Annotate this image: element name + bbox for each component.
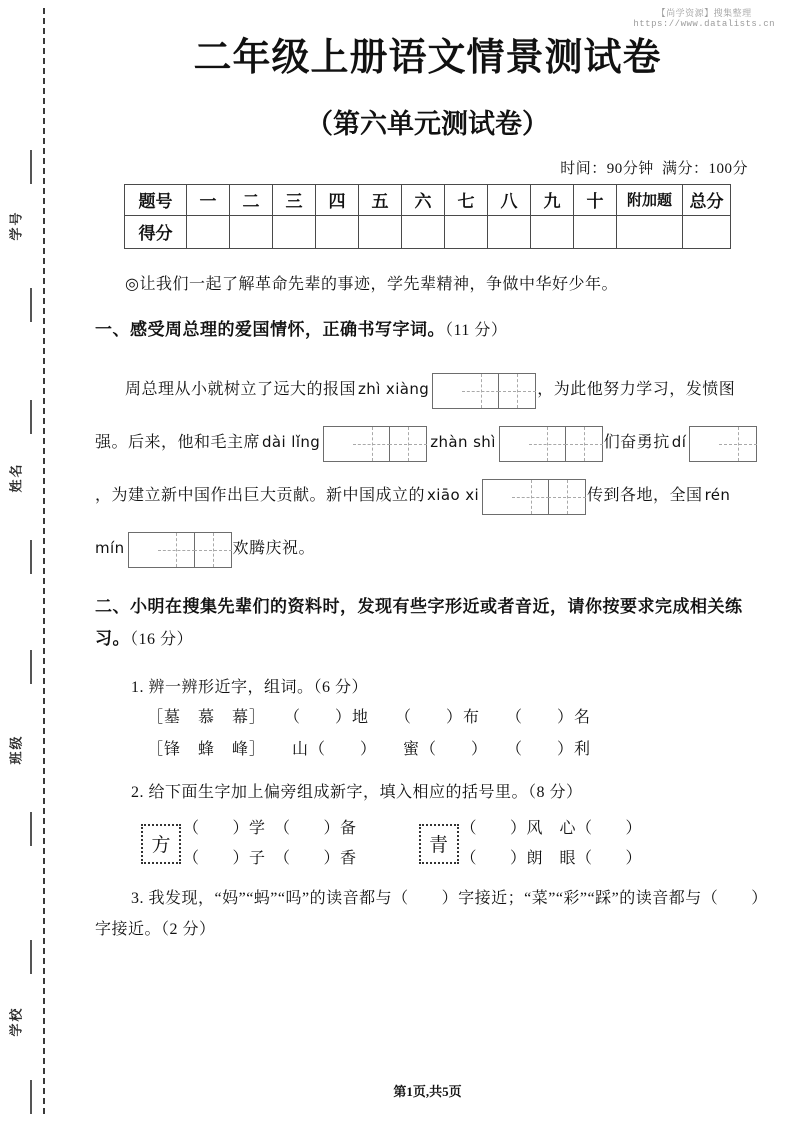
radical-char-qing: 青 (419, 824, 459, 864)
section-1-heading-text: 一、感受周总理的爱国情怀，正确书写字词。 (95, 319, 445, 339)
seal-tick (30, 540, 32, 574)
score-table-qnum-10: 十 (574, 184, 617, 215)
score-table-row-header-1: 题号 (125, 184, 187, 215)
score-cell-4[interactable] (316, 215, 359, 248)
intro-line: ◎让我们一起了解革命先辈的事迹，学先辈精神，争做中华好少年。 (125, 275, 618, 293)
answer-box-di[interactable] (689, 426, 757, 462)
watermark (633, 8, 775, 31)
exam-time-label: 时间：90分钟 (560, 160, 654, 177)
sub-question-2-label (95, 778, 760, 808)
section-2-heading (95, 591, 760, 656)
tianzige-cell[interactable] (354, 427, 390, 461)
seal-margin (0, 0, 62, 1122)
section-2-marks: （16 分） (130, 631, 194, 649)
cloze-text-6: 欢腾庆祝。 (232, 540, 316, 558)
tianzige-cell[interactable] (195, 533, 231, 567)
tianzige-cell[interactable] (513, 480, 549, 514)
fold-dashed-line (43, 8, 45, 1114)
score-table-qnum-5: 五 (359, 184, 402, 215)
radical-line-fang-1[interactable]: （ ）学 （ ）备 (183, 820, 357, 838)
watermark-url: https://www.datalists.cn (633, 19, 775, 30)
pinyin-zhi-xiang: zhì xiàng (358, 380, 430, 399)
score-table-extra-label: 附加题 (617, 184, 683, 215)
exam-fullmarks-label: 满分：100分 (661, 160, 748, 177)
watermark-source: 【尚学资源】搜集整理 (656, 8, 752, 18)
score-table-qnum-3: 三 (273, 184, 316, 215)
answer-box-xiao-xi[interactable] (482, 479, 586, 515)
sub-question-1-text: 1. 辨一辨形近字，组词。 (131, 678, 314, 696)
score-table-qnum-4: 四 (316, 184, 359, 215)
radical-char-fang: 方 (141, 824, 181, 864)
cloze-text-5: 传到各地，全国 (587, 487, 703, 505)
radical-exercise-block (95, 814, 760, 873)
radical-answers-fang[interactable] (183, 814, 357, 873)
pinyin-zhan-shi: zhàn shì (430, 433, 496, 452)
seal-tick (30, 400, 32, 434)
exam-page (62, 0, 793, 1122)
sub-question-1-label (95, 673, 760, 703)
score-cell-7[interactable] (445, 215, 488, 248)
sub-question-3-marks: （2 分） (161, 921, 216, 939)
sub-question-1-marks: （6 分） (313, 678, 369, 696)
tianzige-cell[interactable] (566, 427, 602, 461)
tianzige-cell[interactable] (720, 427, 756, 461)
score-table-qnum-6: 六 (402, 184, 445, 215)
score-cell-8[interactable] (488, 215, 531, 248)
radical-line-qing-1[interactable]: （ ）风 心（ ） (460, 820, 643, 838)
sub-question-2-marks: （8 分） (528, 784, 583, 802)
score-cell-9[interactable] (531, 215, 574, 248)
seal-tick (30, 288, 32, 322)
seal-label-student-id: 学号 (8, 210, 24, 241)
section-1-heading (95, 314, 760, 346)
cloze-text-1: 周总理从小就树立了远大的报国 (125, 381, 357, 399)
answer-box-ren-min[interactable] (128, 532, 232, 568)
cloze-text-3: 们奋勇抗 (603, 434, 670, 452)
tianzige-cell[interactable] (159, 533, 195, 567)
homophone-row-2[interactable]: ［锋 蜂 峰］ 山（ ） 蜜（ ） （ ）利 (147, 741, 592, 759)
score-table-row-header-2: 得分 (125, 215, 187, 248)
score-cell-total[interactable] (683, 215, 731, 248)
answer-box-zhan-shi[interactable] (499, 426, 603, 462)
radical-line-fang-2[interactable]: （ ）子 （ ）香 (183, 849, 357, 867)
seal-tick (30, 650, 32, 684)
tianzige-cell[interactable] (530, 427, 566, 461)
pinyin-xiao-xi: xiāo xi (427, 486, 480, 505)
section-1-marks: （11 分） (445, 321, 508, 339)
page-footer: 第1页,共5页 (393, 1084, 462, 1099)
page-title: 二年级上册语文情景测试卷 (193, 37, 662, 79)
score-table-qnum-8: 八 (488, 184, 531, 215)
score-cell-extra[interactable] (617, 215, 683, 248)
score-table-total-label: 总分 (683, 184, 731, 215)
score-table (124, 184, 731, 249)
radical-answers-qing[interactable] (461, 814, 643, 873)
score-table-qnum-7: 七 (445, 184, 488, 215)
score-cell-6[interactable] (402, 215, 445, 248)
cloze-text-2: ，为此他努力学习，发愤图强。后来，他和毛主席 (95, 381, 736, 452)
answer-box-dai-ling[interactable] (323, 426, 427, 462)
pinyin-dai-ling: dài lǐng (262, 433, 321, 452)
score-cell-10[interactable] (574, 215, 617, 248)
tianzige-cell[interactable] (549, 480, 585, 514)
tianzige-cell[interactable] (390, 427, 426, 461)
radical-line-qing-2[interactable]: （ ）朗 眼（ ） (460, 849, 643, 867)
seal-label-school: 学校 (8, 1006, 24, 1037)
score-table-qnum-9: 九 (531, 184, 574, 215)
tianzige-cell[interactable] (463, 374, 499, 408)
score-cell-2[interactable] (230, 215, 273, 248)
sub-question-3-text: 3. 我发现，“妈”“蚂”“吗”的读音都与（ ）字接近；“菜”“彩”“踩”的读音都与（ ）字接近。 (95, 890, 760, 939)
seal-label-class: 班级 (8, 734, 24, 765)
score-cell-3[interactable] (273, 215, 316, 248)
score-cell-5[interactable] (359, 215, 402, 248)
section-2-heading-text: 二、小明在搜集先辈们的资料时，发现有些字形近或者音近，请你按要求完成相关练习。 (95, 597, 743, 649)
tianzige-cell[interactable] (499, 374, 535, 408)
seal-tick (30, 940, 32, 974)
page-subtitle: （第六单元测试卷） (306, 108, 549, 139)
cloze-text-4: ，为建立新中国作出巨大贡献。新中国成立的 (95, 487, 426, 505)
table-row (125, 215, 731, 248)
seal-tick (30, 812, 32, 846)
homophone-row-1[interactable]: ［墓 慕 幕］ （ ）地 （ ）布 （ ）名 (147, 709, 592, 727)
seal-tick (30, 1080, 32, 1114)
seal-label-name: 姓名 (8, 462, 24, 493)
radical-group-fang (141, 814, 357, 873)
exam-meta (95, 157, 760, 178)
cloze-paragraph (95, 363, 760, 575)
radical-group-qing (419, 814, 643, 873)
score-cell-1[interactable] (187, 215, 230, 248)
answer-box-zhi-xiang[interactable] (432, 373, 536, 409)
table-row (125, 184, 731, 215)
sub-question-2-text: 2. 给下面生字加上偏旁组成新字，填入相应的括号里。 (131, 784, 529, 802)
score-table-qnum-1: 一 (187, 184, 230, 215)
seal-tick (30, 150, 32, 184)
sub-question-3[interactable] (95, 883, 760, 945)
pinyin-ren-min: rén mín (95, 486, 731, 558)
pinyin-di: dí (671, 433, 687, 452)
score-table-qnum-2: 二 (230, 184, 273, 215)
